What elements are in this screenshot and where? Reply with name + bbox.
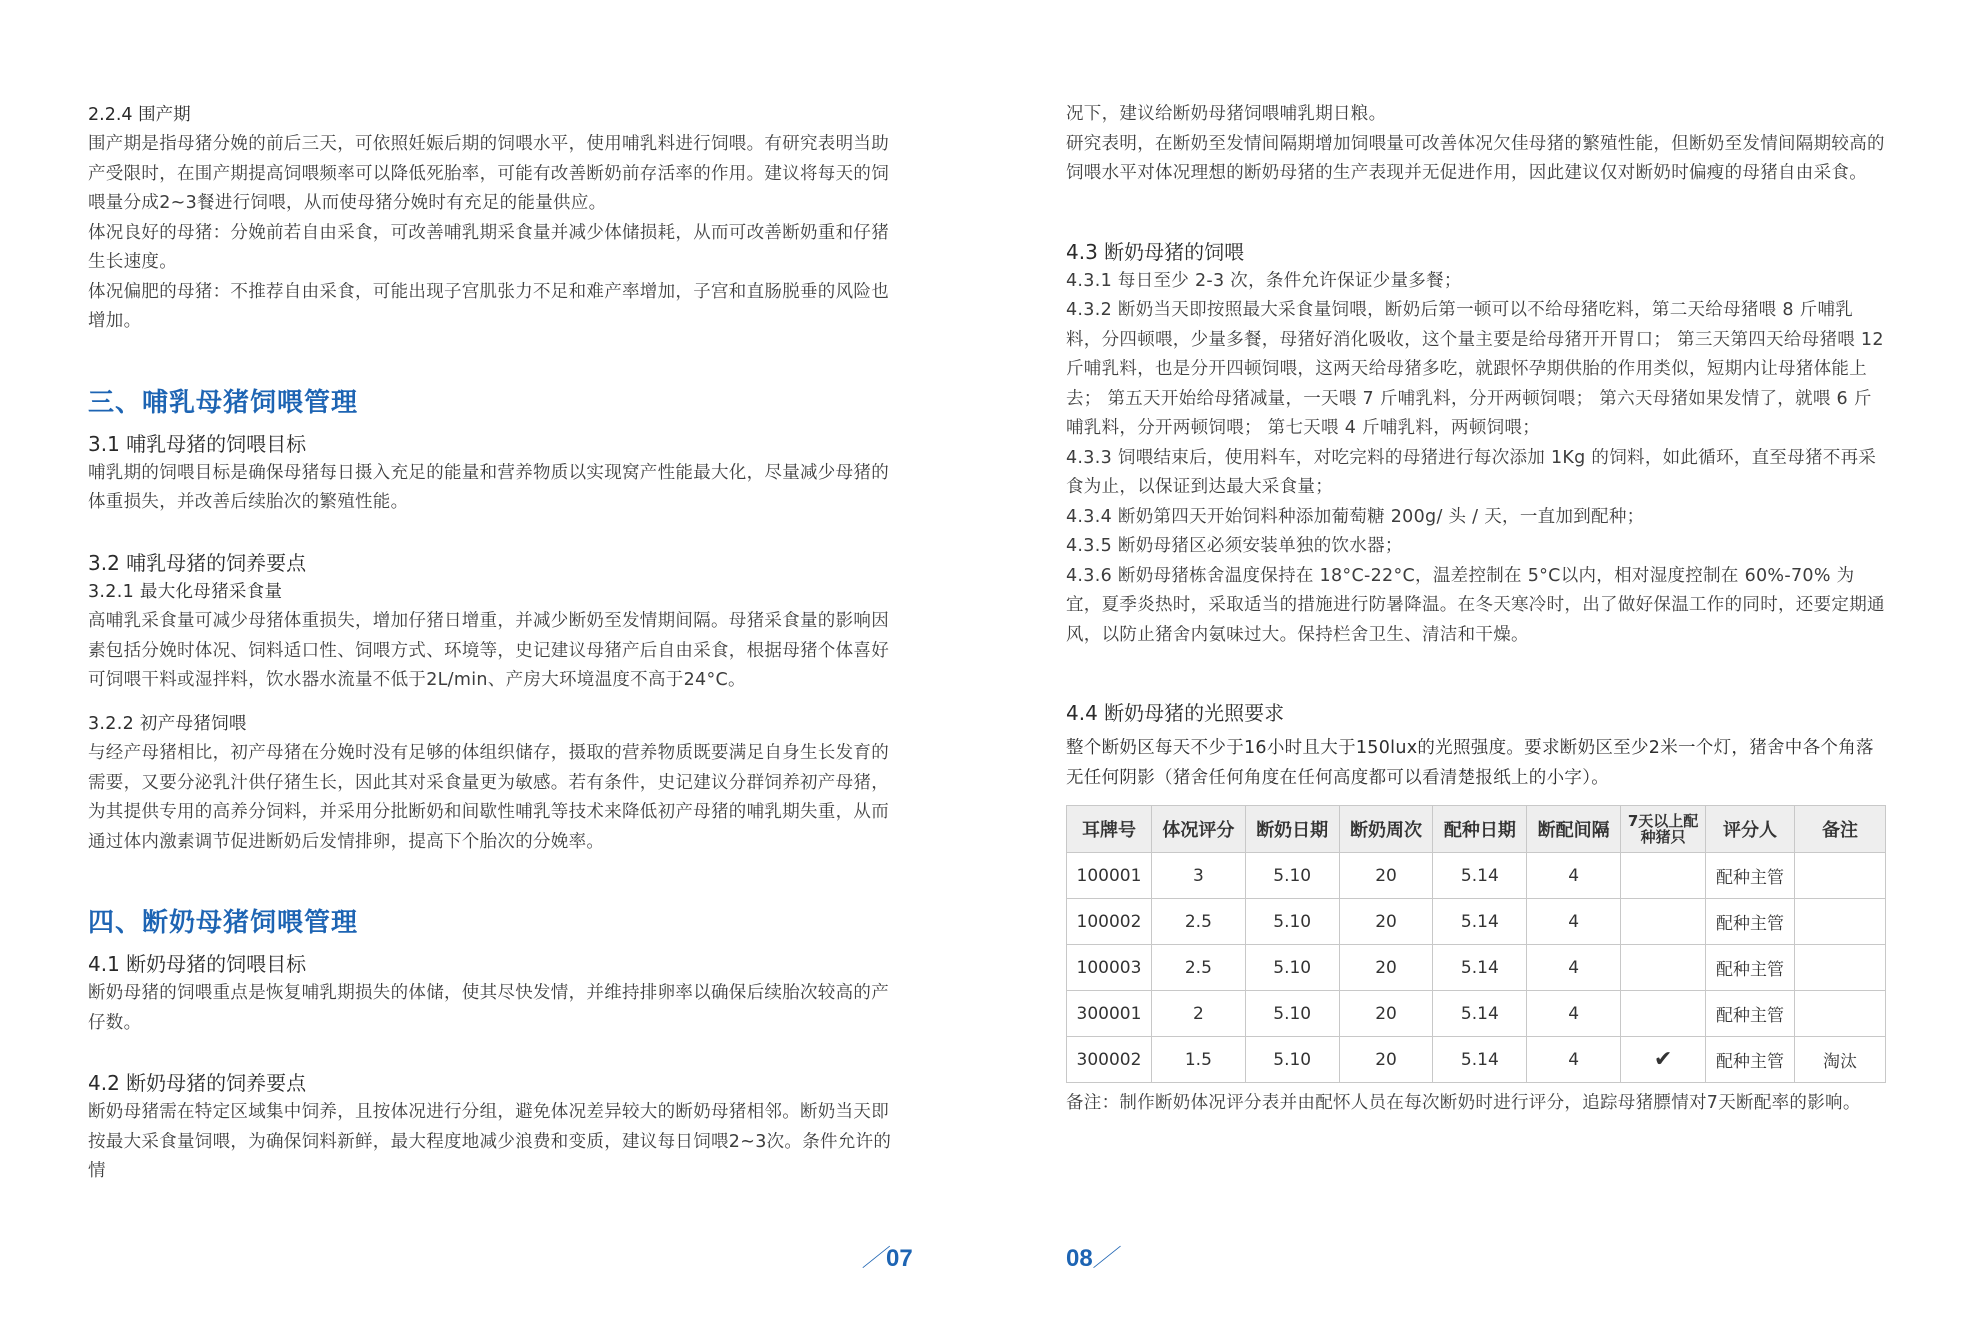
cell-scorer: 配种主管 — [1706, 853, 1795, 899]
cell-breed-date: 5.14 — [1433, 1037, 1527, 1083]
cell-remark — [1795, 899, 1886, 945]
section-4-4-title: 4.4 断奶母猪的光照要求 — [1066, 701, 1285, 725]
cell-interval: 4 — [1527, 899, 1621, 945]
cell-scorer: 配种主管 — [1706, 945, 1795, 991]
cell-scorer: 配种主管 — [1706, 1037, 1795, 1083]
cell-wean-week: 20 — [1339, 945, 1433, 991]
section-4-4-paragraph: 整个断奶区每天不少于16小时且大于150lux的光照强度。要求断奶区至少2米一个灯，猪舍中各个角落无任何阴影（猪舍任何角度在任何高度都可以看清楚报纸上的小字）。 — [1066, 738, 1874, 788]
section-3-2-1-paragraph: 高哺乳采食量可减少母猪体重损失，增加仔猪日增重，并减少断奶至发情期间隔。母猪采食量的影响因素包括分娩时体况、饲料适口性、饲喂方式、环境等，史记建议母猪产后自由采食，根据母猪个体喜好可饲喂干料或湿拌料，饮水器水流量不低于2L/min、产房大环境温度不高于24°C。 — [88, 611, 889, 690]
section-3-1-title: 3.1 哺乳母猪的饲喂目标 — [88, 431, 307, 456]
header-scorer: 评分人 — [1706, 806, 1795, 853]
cell-over-7-days — [1621, 853, 1706, 899]
header-ear-tag: 耳牌号 — [1067, 806, 1152, 853]
item-4-3-6: 4.3.6 断奶母猪栋舍温度保持在 18°C-22°C，温差控制在 5°C以内，相对湿度控制在 60%-70% 为宜，夏季炎热时，采取适当的措施进行防暑降温。在冬天寒冷时，出了做好保温工作的同时，还要定期通风，以防止猪舍内氨味过大。保持栏舍卫生、清洁和干燥。 — [1066, 565, 1885, 645]
cell-scorer: 配种主管 — [1706, 991, 1795, 1037]
cell-wean-week: 20 — [1339, 853, 1433, 899]
table-header-row — [1067, 806, 1886, 853]
cell-ear-tag: 100002 — [1067, 899, 1152, 945]
section-2-2-4-paragraph-3: 体况偏肥的母猪：不推荐自由采食，可能出现子宫肌张力不足和难产率增加，子宫和直肠脱垂的风险也增加。 — [88, 281, 889, 331]
item-4-3-5: 4.3.5 断奶母猪区必须安装单独的饮水器； — [1066, 536, 1403, 556]
section-3-2-1-title: 3.2.1 最大化母猪采食量 — [88, 581, 283, 602]
cell-breed-date: 5.14 — [1433, 899, 1527, 945]
cell-wean-date: 5.10 — [1245, 1037, 1339, 1083]
cell-wean-week: 20 — [1339, 1037, 1433, 1083]
table-row — [1067, 853, 1886, 899]
page-number-left-value: 07 — [886, 1245, 913, 1272]
cell-breed-date: 5.14 — [1433, 945, 1527, 991]
cell-interval: 4 — [1527, 853, 1621, 899]
cell-interval: 4 — [1527, 945, 1621, 991]
section-3-2-title: 3.2 哺乳母猪的饲养要点 — [88, 550, 307, 575]
item-4-3-1: 4.3.1 每日至少 2-3 次，条件允许保证少量多餐； — [1066, 270, 1462, 291]
header-wean-date: 断奶日期 — [1245, 806, 1339, 853]
header-over-7-days: 7天以上配种猪只 — [1621, 806, 1706, 853]
section-2-2-4-paragraph-1: 围产期是指母猪分娩的前后三天，可依照妊娠后期的饲喂水平，使用哺乳料进行饲喂。有研究表明当助产受限时，在围产期提高饲喂频率可以降低死胎率，可能有改善断奶前存活率的作用。建议将每天的饲喂量分成2~3餐进行饲喂，从而使母猪分娩时有充足的能量供应。 — [88, 134, 889, 213]
page-number-right: 08／ — [1066, 1245, 1117, 1272]
cell-interval: 4 — [1527, 991, 1621, 1037]
section-4-2-title: 4.2 断奶母猪的饲养要点 — [88, 1071, 307, 1095]
cell-remark — [1795, 853, 1886, 899]
page-number-left: ／07 — [862, 1245, 913, 1272]
left-page-column — [88, 100, 906, 1187]
table-row — [1067, 899, 1886, 945]
cell-remark — [1795, 991, 1886, 1037]
cell-breed-date: 5.14 — [1433, 991, 1527, 1037]
section-2-2-4-title: 2.2.4 围产期 — [88, 105, 191, 125]
cell-body-score: 1.5 — [1151, 1037, 1245, 1083]
header-interval: 断配间隔 — [1527, 806, 1621, 853]
cell-wean-date: 5.10 — [1245, 945, 1339, 991]
cell-ear-tag: 300001 — [1067, 991, 1152, 1037]
cell-wean-date: 5.10 — [1245, 899, 1339, 945]
page-number-right-value: 08 — [1066, 1245, 1093, 1272]
header-breed-date: 配种日期 — [1433, 806, 1527, 853]
cell-over-7-days — [1621, 991, 1706, 1037]
section-4-2-paragraph: 断奶母猪需在特定区域集中饲养，且按体况进行分组，避免体况差异较大的断奶母猪相邻。断奶当天即按最大采食量饲喂，为确保饲料新鲜，最大程度地减少浪费和变质，建议每日饲喂2~3次。条件允许的情 — [88, 1102, 892, 1181]
chapter-3-title: 三、哺乳母猪饲喂管理 — [88, 387, 359, 418]
header-body-score: 体况评分 — [1151, 806, 1245, 853]
cell-remark: 淘汰 — [1795, 1037, 1886, 1083]
cell-scorer: 配种主管 — [1706, 899, 1795, 945]
check-icon: ✔ — [1621, 1037, 1706, 1083]
header-wean-week: 断奶周次 — [1339, 806, 1433, 853]
cell-wean-week: 20 — [1339, 991, 1433, 1037]
item-4-3-4: 4.3.4 断奶第四天开始饲料种添加葡萄糖 200g/ 头 / 天，一直加到配种； — [1066, 506, 1645, 527]
cell-wean-date: 5.10 — [1245, 853, 1339, 899]
section-4-1-paragraph: 断奶母猪的饲喂重点是恢复哺乳期损失的体储，使其尽快发情，并维持排卵率以确保后续胎次较高的产仔数。 — [88, 983, 889, 1033]
cell-ear-tag: 100001 — [1067, 853, 1152, 899]
section-4-2-research-paragraph: 研究表明，在断奶至发情间隔期增加饲喂量可改善体况欠佳母猪的繁殖性能，但断奶至发情间隔期较高的饲喂水平对体况理想的断奶母猪的生产表现并无促进作用，因此建议仅对断奶时偏瘦的母猪自由采食。 — [1066, 133, 1885, 183]
cell-body-score: 2.5 — [1151, 945, 1245, 991]
cell-wean-week: 20 — [1339, 899, 1433, 945]
item-4-3-2: 4.3.2 断奶当天即按照最大采食量饲喂，断奶后第一顿可以不给母猪吃料，第二天给母猪喂 8 斤哺乳料，分四顿喂，少量多餐，母猪好消化吸收，这个量主要是给母猪开开胃口； 第三天第四天给母猪喂 12 斤哺乳料，也是分开四顿饲喂，这两天给母猪多吃，就跟怀孕期供胎的作用类似，短期内让母猪体能上去； 第五天开始给母猪减量，一天喂 7 斤哺乳料，分开两顿饲喂； 第六天母猪如果发情了，就喂 6 斤哺乳料，分开两顿饲喂； 第七天喂 4 斤哺乳料，两顿饲喂； — [1066, 300, 1884, 438]
table-row — [1067, 945, 1886, 991]
cell-body-score: 3 — [1151, 853, 1245, 899]
section-4-3-title: 4.3 断奶母猪的饲喂 — [1066, 239, 1245, 264]
section-3-2-2-title: 3.2.2 初产母猪饲喂 — [88, 713, 247, 734]
cell-body-score: 2.5 — [1151, 899, 1245, 945]
cell-ear-tag: 300002 — [1067, 1037, 1152, 1083]
section-4-1-title: 4.1 断奶母猪的饲喂目标 — [88, 952, 307, 976]
section-3-1-paragraph: 哺乳期的饲喂目标是确保母猪每日摄入充足的能量和营养物质以实现窝产性能最大化，尽量减少母猪的体重损失，并改善后续胎次的繁殖性能。 — [88, 462, 889, 512]
cell-over-7-days — [1621, 899, 1706, 945]
cell-remark — [1795, 945, 1886, 991]
right-page-column — [1066, 100, 1886, 1119]
table-row — [1067, 1037, 1886, 1083]
weaning-score-table — [1066, 805, 1886, 1083]
header-remark: 备注 — [1795, 806, 1886, 853]
cell-body-score: 2 — [1151, 991, 1245, 1037]
section-4-2-continued: 况下，建议给断奶母猪饲喂哺乳期日粮。 — [1066, 104, 1387, 124]
cell-ear-tag: 100003 — [1067, 945, 1152, 991]
section-2-2-4-paragraph-2: 体况良好的母猪：分娩前若自由采食，可改善哺乳期采食量并减少体储损耗，从而可改善断奶重和仔猪生长速度。 — [88, 222, 889, 272]
table-row — [1067, 991, 1886, 1037]
cell-wean-date: 5.10 — [1245, 991, 1339, 1037]
item-4-3-3: 4.3.3 饲喂结束后，使用料车，对吃完料的母猪进行每次添加 1Kg 的饲料，如此循环，直至母猪不再采食为止，以保证到达最大采食量； — [1066, 447, 1877, 497]
cell-interval: 4 — [1527, 1037, 1621, 1083]
table-note: 备注：制作断奶体况评分表并由配怀人员在每次断奶时进行评分，追踪母猪膘情对7天断配率的影响。 — [1066, 1093, 1861, 1113]
chapter-4-title: 四、断奶母猪饲喂管理 — [88, 908, 359, 938]
cell-breed-date: 5.14 — [1433, 853, 1527, 899]
section-3-2-2-paragraph: 与经产母猪相比，初产母猪在分娩时没有足够的体组织储存，摄取的营养物质既要满足自身生长发育的需要，又要分泌乳汁供仔猪生长，因此其对采食量更为敏感。若有条件，史记建议分群饲养初产母猪，为其提供专用的高养分饲料，并采用分批断奶和间歇性哺乳等技术来降低初产母猪的哺乳期失重，从而通过体内激素调节促进断奶后发情排卵，提高下个胎次的分娩率。 — [88, 743, 889, 852]
cell-over-7-days — [1621, 945, 1706, 991]
